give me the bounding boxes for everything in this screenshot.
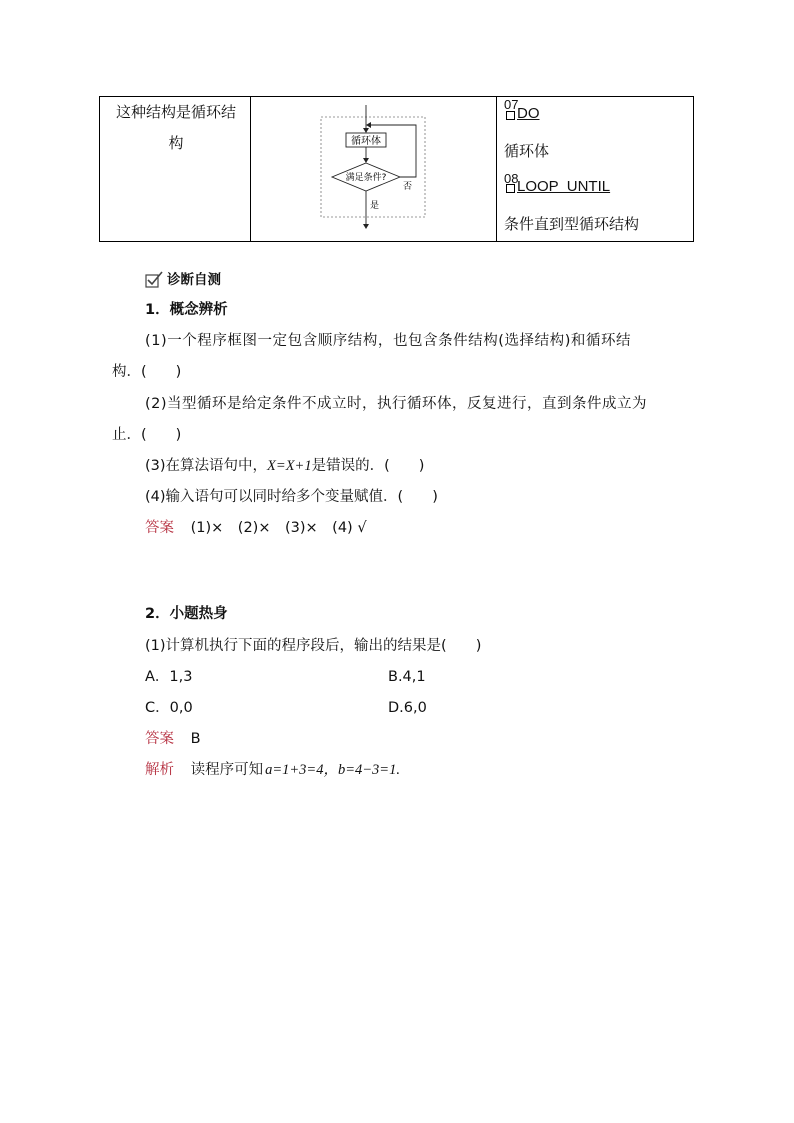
- q1-item3-prefix: (3)在算法语句中，: [145, 458, 268, 474]
- loop-until-keyword: LOOP UNTIL: [517, 178, 611, 195]
- q2-heading: 2．小题热身: [145, 606, 228, 622]
- analysis-label: 解析: [145, 762, 174, 778]
- flowchart-arrowhead: [363, 224, 369, 229]
- answer-label: 答案: [145, 731, 174, 747]
- flowchart-arrowhead: [366, 122, 371, 128]
- answer-label: 答案: [145, 520, 174, 536]
- blank-box-icon: [506, 184, 515, 193]
- flowchart-arrowhead: [363, 158, 369, 163]
- option-b: B.4,1: [388, 669, 426, 685]
- loop-structure-table: [99, 96, 694, 242]
- q1-item3-formula: X=X+1: [267, 458, 312, 474]
- answer-text: B: [190, 731, 201, 747]
- analysis-text: 读程序可知: [190, 762, 264, 778]
- section-title: 诊断自测: [167, 272, 221, 288]
- do-keyword: DO: [517, 105, 540, 122]
- flowchart-yes-label: 是: [370, 201, 380, 211]
- option-d: D.6,0: [388, 700, 427, 716]
- q1-item3-suffix: 是错误的．( ): [311, 458, 425, 474]
- answer-text: (1)× (2)× (3)× (4) √: [190, 520, 367, 536]
- option-a: A．1,3: [145, 669, 193, 685]
- structure-name-line1: 这种结构是循环结: [115, 103, 236, 121]
- flowchart-loop-body-label: 循环体: [351, 136, 381, 147]
- q2-analysis: [145, 760, 400, 780]
- table-cell-structure-name: [104, 97, 248, 159]
- q1-answer: [145, 518, 367, 538]
- structure-description: 条件直到型循环结构: [504, 215, 640, 233]
- q2-answer: [145, 729, 201, 749]
- blank-box-icon: [506, 111, 515, 120]
- q1-item2-line2: 止．( ): [112, 427, 182, 443]
- until-loop-flowchart: [315, 103, 435, 229]
- flowchart-no-label: 否: [403, 182, 413, 192]
- loop-body-text: 循环体: [504, 142, 550, 160]
- table-divider: [496, 97, 497, 241]
- blank-number-07: 07: [504, 97, 519, 112]
- flowchart-condition-label: 满足条件?: [345, 173, 387, 183]
- table-divider: [250, 97, 251, 241]
- option-c: C．0,0: [145, 700, 193, 716]
- q1-item2-line1: (2)当型循环是给定条件不成立时，执行循环体，反复进行，直到条件成立为: [145, 396, 648, 412]
- structure-name-line2: 构: [168, 134, 184, 152]
- q1-heading: 1．概念辨析: [145, 302, 228, 318]
- q1-item1-line1: (1)一个程序框图一定包含顺序结构，也包含条件结构(选择结构)和循环结: [145, 333, 632, 349]
- q1-item4: (4)输入语句可以同时给多个变量赋值．( ): [145, 489, 438, 505]
- q1-item1-line2: 构．( ): [112, 364, 182, 380]
- blank-number-08: 08: [504, 171, 519, 186]
- q1-item3: [145, 456, 424, 476]
- checklist-icon: [145, 271, 163, 288]
- flowchart-arrowhead: [363, 128, 369, 133]
- q2-item1: (1)计算机执行下面的程序段后，输出的结果是( ): [145, 638, 482, 654]
- analysis-formula: a=1+3=4，b=4−3=1.: [265, 762, 400, 778]
